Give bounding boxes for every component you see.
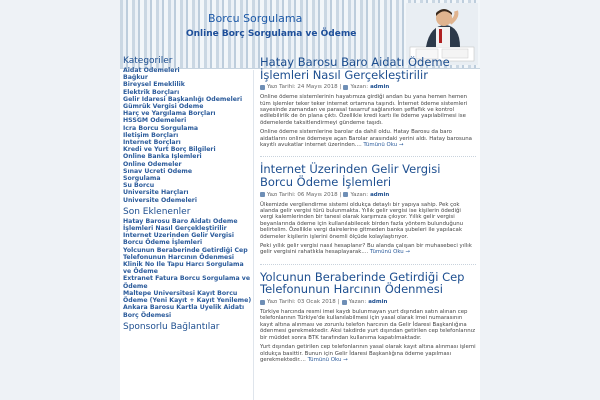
user-icon — [342, 300, 347, 305]
sidebar-category-link[interactable]: Harç ve Yargılama Borçları — [123, 110, 216, 118]
sidebar-category-link[interactable]: Su Borcu — [123, 182, 155, 190]
sidebar-category-link[interactable]: Bağkur — [123, 74, 148, 82]
sidebar-category-link[interactable]: Bireysel Emeklilik — [123, 81, 185, 89]
post-excerpt-text: Peki yıllık gelir vergisi nasıl hesaplanır? Bu alanda çalışan bir muhasebeci yıllık gelir vergisini rahatlıkla hesaplayarak.... — [260, 243, 472, 256]
post-meta — [260, 84, 476, 90]
sidebar-category-link[interactable]: Üniversite Ödemeleri — [123, 196, 197, 204]
user-icon — [343, 192, 348, 197]
post-3 — [260, 271, 476, 363]
post-date: Yazı Tarihi: 06 Mayıs 2018 — [267, 191, 338, 198]
meta-separator: | — [337, 299, 340, 306]
sidebar-recent-post-link[interactable]: İnternet Üzerinden Gelir Vergisi Borcu Ödeme İşlemleri — [123, 232, 234, 247]
post-title[interactable]: Yolcunun Beraberinde Getirdiği Cep Telefonunun Harcının Ödenmesi — [260, 269, 465, 297]
post-excerpt-text: Online ödeme sistemlerine barolar da dahil oldu. Hatay Barosu da baro aidatlarını online ödemeye açan Barolar arasındaki yerini aldı. Hatay barosuna kayıtlı avukatlar internet üzerinden.... — [260, 129, 472, 149]
sidebar-category-link[interactable]: Online Banka İşlemleri — [123, 153, 202, 161]
site-subtitle: Online Borç Sorgulama ve Ödeme — [186, 29, 357, 39]
recent-posts-list — [123, 218, 253, 319]
post-2 — [260, 163, 476, 255]
sponsored-links-heading: Sponsorlu Bağlantılar — [123, 321, 220, 332]
sidebar-category-link[interactable]: Aidat Ödemeleri — [123, 67, 180, 74]
post-title[interactable]: İnternet Üzerinden Gelir Vergisi Borcu Ödeme İşlemleri — [260, 162, 441, 190]
categories-list — [123, 67, 253, 204]
sidebar-recent-post-link[interactable]: Ankara Barosu Kartla Üyelik Aidatı Borç Ödemesi — [123, 304, 245, 319]
sidebar-category-link[interactable]: Gümrük Vergisi Ödeme — [123, 103, 204, 111]
meta-separator: | — [339, 84, 342, 91]
author-label: Yazan: — [350, 191, 369, 198]
sidebar-category-link[interactable]: Kredi ve Yurt Borç Bilgileri — [123, 146, 216, 154]
post-1 — [260, 56, 476, 148]
sidebar-category-link[interactable]: Gelir İdaresi Başkanlığı Ödemeleri — [123, 95, 243, 103]
main-content — [260, 56, 476, 400]
sidebar-category-link[interactable]: İletişim Borçları — [123, 131, 179, 139]
sidebar-category-link[interactable]: Üniversite Harçları — [123, 189, 189, 197]
sidebar-recent-post-link[interactable]: Hatay Barosu Baro Aidatı Ödeme İşlemleri Nasıl Gerçekleştirilir — [123, 217, 238, 233]
recent-posts-heading: Son Eklenenler — [123, 206, 191, 217]
sidebar-recent-post-link[interactable]: Extranet Fatura Borcu Sorgulama ve Ödeme — [123, 275, 251, 290]
sidebar-category-link[interactable]: HSSGM Ödemeleri — [123, 117, 187, 125]
site-title[interactable]: Borcu Sorgulama — [208, 12, 303, 25]
read-more-link[interactable]: Tümünü Oku → — [369, 249, 410, 256]
sidebar-category-link[interactable]: Sorgulama — [123, 175, 161, 183]
sidebar-recent-post-link[interactable]: Yolcunun Beraberinde Getirdiği Cep Telefonunun Harcının Ödenmesi — [123, 246, 248, 261]
sidebar-recent-post-link[interactable]: Maltepe Üniversitesi Kayıt Borcu Ödeme (Yeni Kayıt + Kayıt Yenileme) — [123, 289, 252, 305]
post-date: Yazı Tarihi: 24 Mayıs 2018 — [267, 84, 338, 91]
post-divider — [260, 156, 476, 157]
sidebar-category-link[interactable]: İnternet Borçları — [123, 139, 181, 147]
column-divider — [253, 70, 254, 400]
post-excerpt-text: Yurt dışından getirilen cep telefonlarının yasal olarak kayıt altına alınması işlemi oldukça basittir. Bunun için Gelir İdaresi Başkanlığına ödeme yapılması gerekmektedir.... — [260, 344, 476, 363]
meta-separator: | — [339, 191, 342, 198]
sidebar-category-link[interactable]: Online Ödemeler — [123, 160, 182, 168]
post-date: Yazı Tarihi: 03 Ocak 2018 — [267, 299, 336, 306]
calendar-icon — [260, 85, 265, 90]
post-divider — [260, 264, 476, 265]
post-author[interactable]: admin — [368, 299, 388, 306]
sidebar-category-link[interactable]: Sınav Ücreti Ödeme — [123, 167, 193, 175]
post-author[interactable]: admin — [370, 84, 390, 91]
post-excerpt-2 — [260, 344, 476, 363]
read-more-link[interactable]: Tümünü Oku → — [363, 142, 404, 149]
categories-heading: Kategoriler — [123, 56, 173, 66]
sidebar-category-link[interactable]: Elektrik Borçları — [123, 88, 180, 96]
calendar-icon — [260, 192, 265, 197]
post-author[interactable]: admin — [370, 191, 390, 198]
post-excerpt-2 — [260, 129, 476, 148]
sidebar-category-link[interactable]: İcra Borcu Sorgulama — [123, 124, 199, 132]
post-meta — [260, 299, 476, 305]
user-icon — [343, 85, 348, 90]
author-label: Yazan: — [350, 84, 369, 91]
post-excerpt: Online ödeme sistemlerinin hayatımıza girdiği andan bu yana hemen hemen tüm işlemler teker teker internet ortamına taşındı. İnternet ödeme sistemleri sayesinde zamandan ve parasal tasarruf sağlanırken şeffaflık ve kontrol edilebilirlik de ön plana çıktı. Özellikle kredi kartı ile ödeme yapılabilmesi ise ödemelerde taksitlendirmeyi gündeme taşıdı. — [260, 94, 468, 126]
post-excerpt-2 — [260, 243, 476, 256]
post-meta — [260, 192, 476, 198]
sidebar — [123, 56, 253, 400]
post-excerpt: Ülkemizde vergilendirme sistemi oldukça detaylı bir yapıya sahip. Pek çok alanda gelir vergisi türü bulunmakta. Yıllık gelir vergisi ise kişilerin ödediği vergi kalemlerinden bir tanesi olarak karşımıza çıkıyor. Yıllık gelir vergisi beyanlarında ödeme için kullanılabilecek birden fazla yöntem bulunduğunu belirtelim. Özellikle vergi dairelerine gitmeden banka şubeleri ile yapılacak ödemeler kişilerin işlerini önemli ölçüde kolaylaştırıyor. — [260, 201, 464, 240]
page-wrapper — [120, 0, 480, 400]
read-more-link[interactable]: Tümünü Oku → — [307, 356, 348, 363]
calendar-icon — [260, 300, 265, 305]
author-label: Yazan: — [348, 299, 367, 306]
post-title[interactable]: Hatay Barosu Baro Aidatı Ödeme İşlemleri Nasıl Gerçekleştirilir — [260, 56, 450, 82]
sidebar-recent-post-link[interactable]: Klinik No İle Tapu Harcı Sorgulama ve Ödeme — [123, 261, 244, 276]
post-excerpt: Türkiye harcında resmi imei kaydı bulunmayan yurt dışından satın alınan cep telefonlarının Türkiye'de kullanılabilmesi için yasal olarak imei numarasının kayıt altına alınması ve zorunlu telefon harcının da Gelir İdaresi Başkanlığına ödenmesi gerekmektedir. Aksi takdirde yurt dışından getirilen cep telefonlarınız bir müddet sonra BTK tarafından kullanıma kapatılmaktadır. — [260, 309, 476, 341]
